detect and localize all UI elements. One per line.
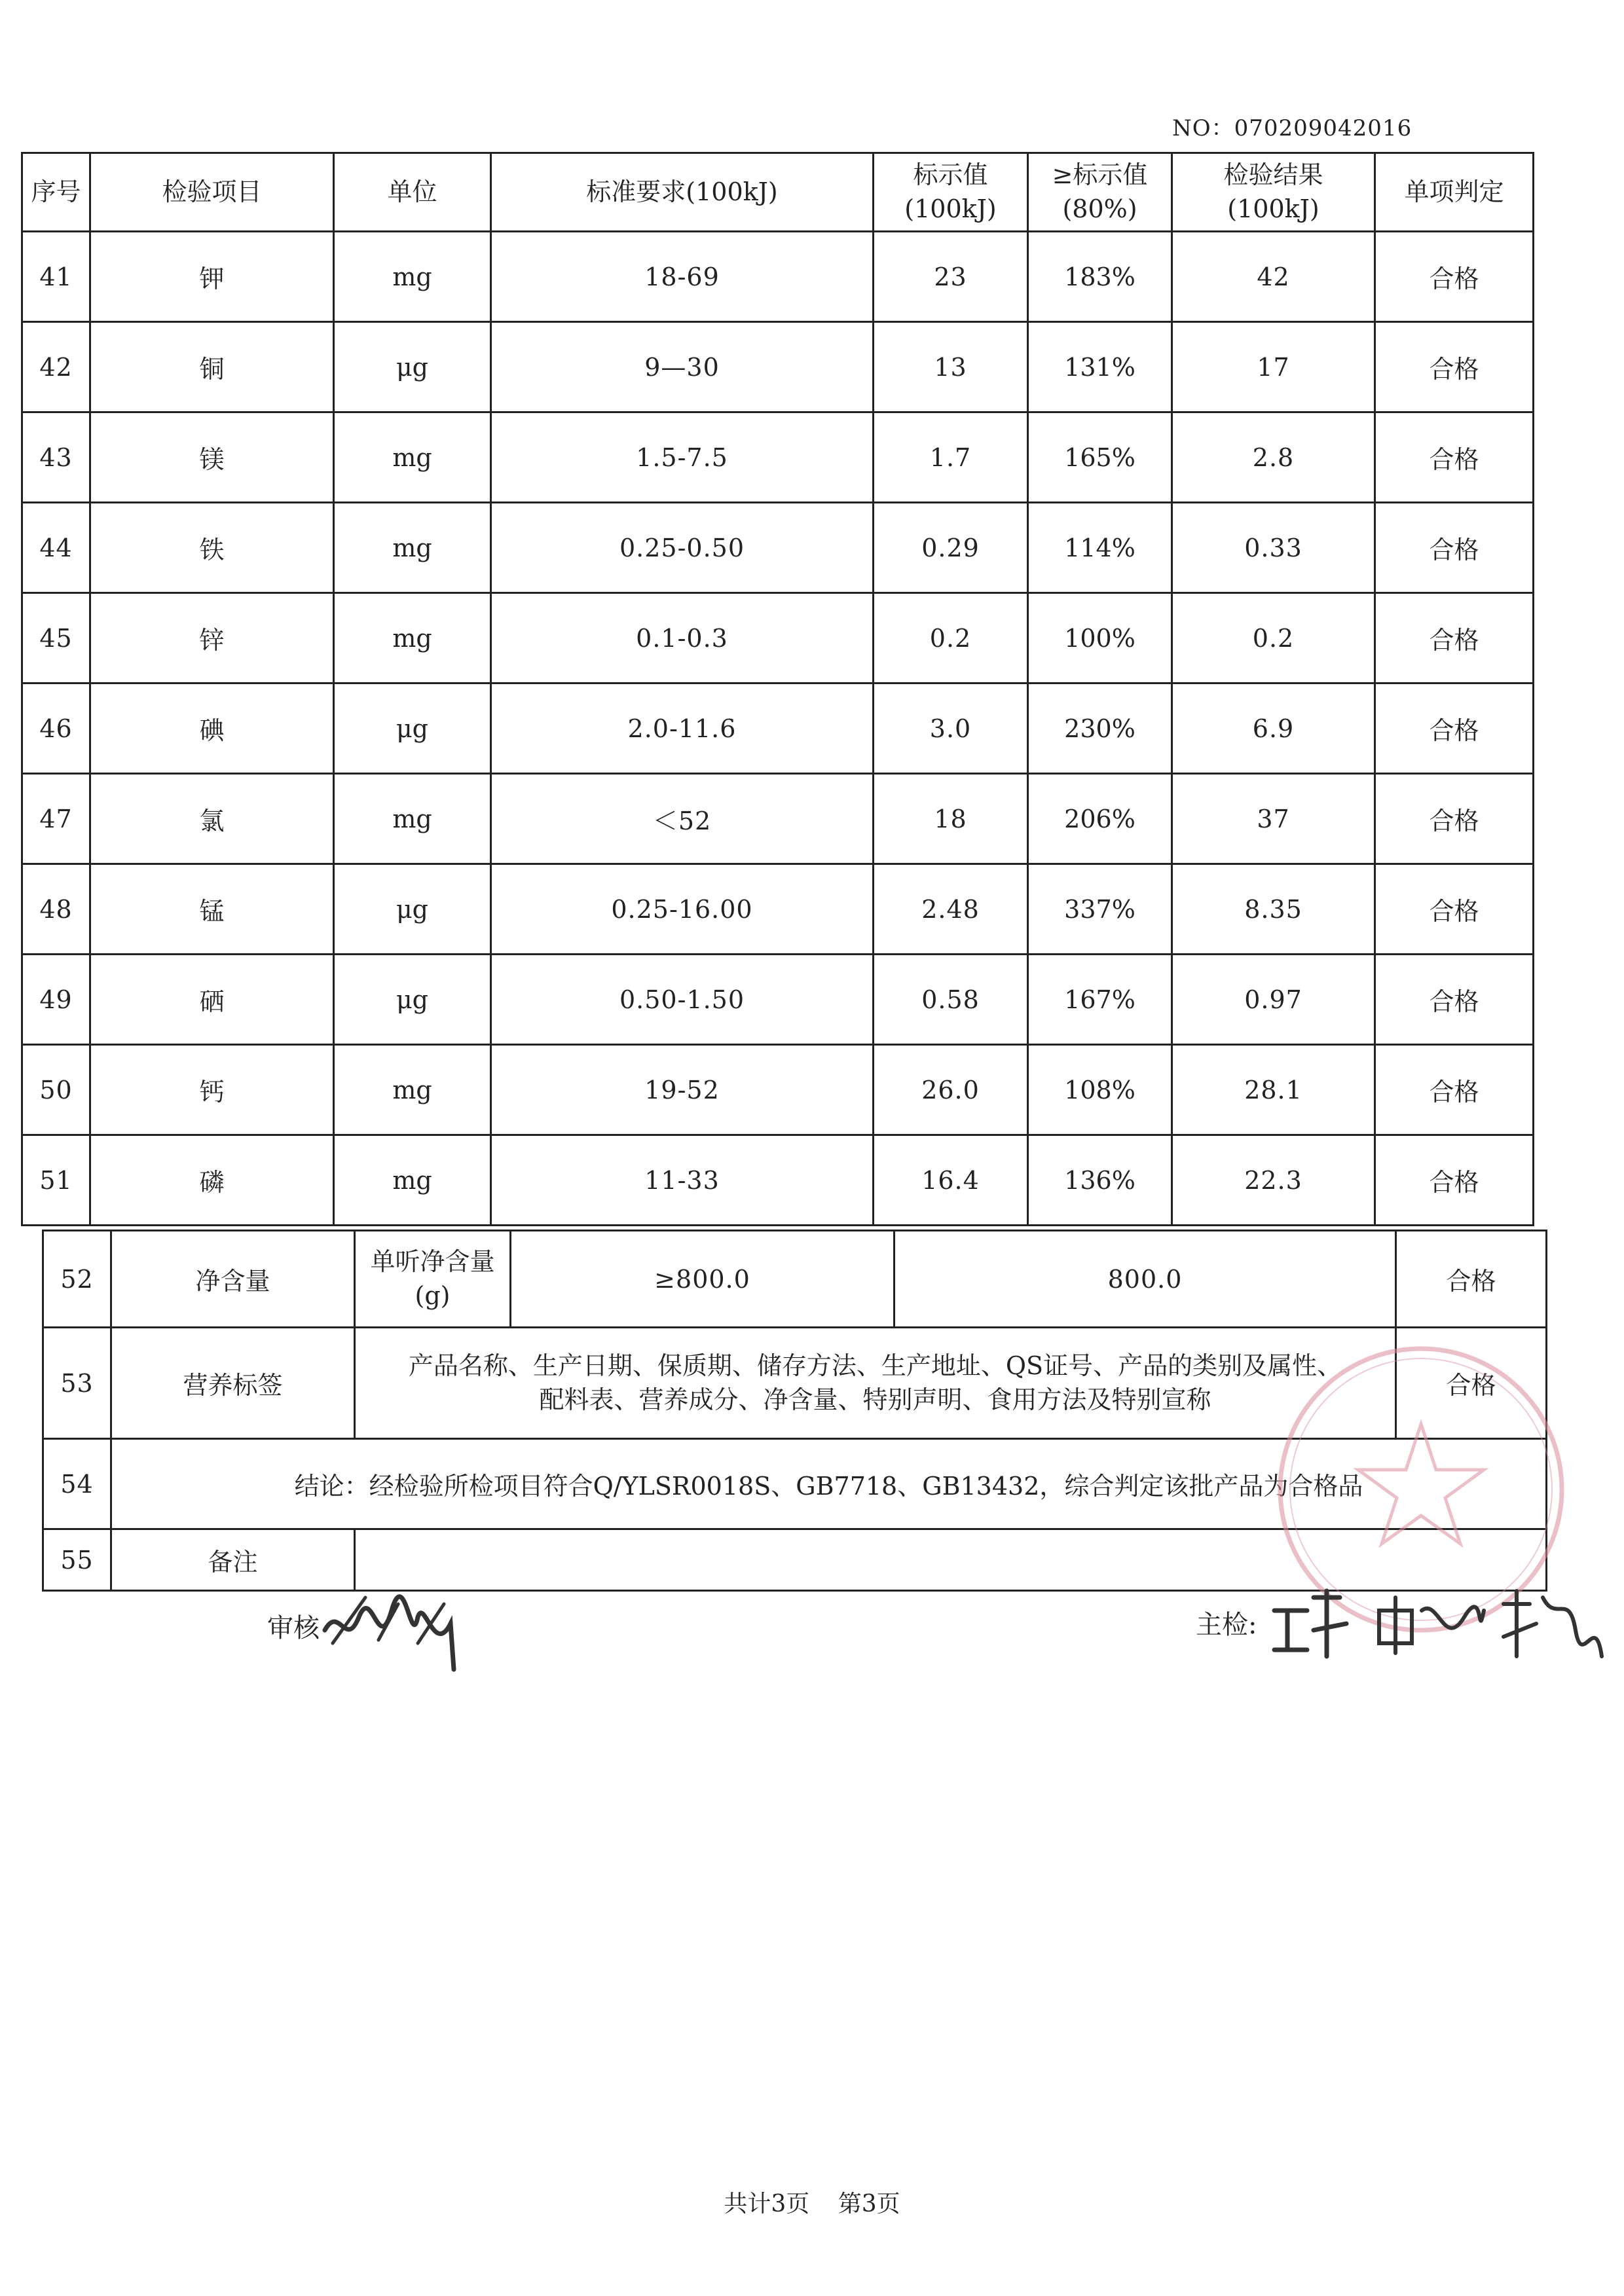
header-label-value: [874, 153, 1028, 232]
row-unit: mg: [334, 774, 491, 864]
row-seq: 46: [22, 683, 90, 774]
row-label-value: 23: [874, 232, 1028, 322]
table-row: [22, 232, 1534, 322]
row-standard: 11-33: [491, 1135, 874, 1226]
row-seq: 44: [22, 503, 90, 593]
header-label-value-line2: (100kJ): [904, 194, 997, 223]
row-item: 氯: [90, 774, 334, 864]
header-item: 检验项目: [90, 153, 334, 232]
row-unit: μg: [334, 683, 491, 774]
row-result: 22.3: [1172, 1135, 1375, 1226]
reviewer-label: 审核: [267, 1613, 320, 1643]
header-result-line2: (100kJ): [1227, 194, 1320, 223]
table-row: [22, 683, 1534, 774]
row-label-value: 0.29: [874, 503, 1028, 593]
row-item: 磷: [90, 1135, 334, 1226]
header-label-value-line1: 标示值: [913, 160, 988, 190]
row-ratio: 206%: [1028, 774, 1172, 864]
table-row: [22, 593, 1534, 683]
row-ratio: 167%: [1028, 955, 1172, 1045]
row-seq: 45: [22, 593, 90, 683]
header-judgement: 单项判定: [1375, 153, 1534, 232]
net-content-judge: 合格: [1396, 1231, 1547, 1328]
row-judgement: 合格: [1375, 503, 1534, 593]
row-label-value: 18: [874, 774, 1028, 864]
table-row: [22, 322, 1534, 412]
row-label-value: 1.7: [874, 412, 1028, 503]
row-seq: 51: [22, 1135, 90, 1226]
net-content-standard: ≥800.0: [511, 1231, 895, 1328]
nutrition-label-item: 营养标签: [111, 1328, 355, 1439]
nutrition-label-content-line1: 产品名称、生产日期、保质期、储存方法、生产地址、QS证号、产品的类别及属性、: [408, 1351, 1342, 1381]
header-ratio-line1: ≥标示值: [1052, 160, 1148, 190]
row-unit: mg: [334, 412, 491, 503]
nutrition-label-content-line2: 配料表、营养成分、净含量、特别声明、食用方法及特别宣称: [539, 1385, 1211, 1414]
row-judgement: 合格: [1375, 232, 1534, 322]
row-result: 0.97: [1172, 955, 1375, 1045]
row-judgement: 合格: [1375, 322, 1534, 412]
row-ratio: 230%: [1028, 683, 1172, 774]
row-label-value: 3.0: [874, 683, 1028, 774]
row-ratio: 337%: [1028, 864, 1172, 955]
row-standard: 18-69: [491, 232, 874, 322]
table-row: [22, 864, 1534, 955]
row-standard: 0.1-0.3: [491, 593, 874, 683]
row-result: 37: [1172, 774, 1375, 864]
header-unit: 单位: [334, 153, 491, 232]
row-seq: 50: [22, 1045, 90, 1135]
remarks-label: 备注: [111, 1529, 355, 1591]
row-unit: mg: [334, 503, 491, 593]
inspector-label: 主检:: [1196, 1610, 1257, 1640]
net-content-unit-line1: 单听净含量: [370, 1247, 495, 1277]
row-label-value: 26.0: [874, 1045, 1028, 1135]
net-content-unit: [355, 1231, 511, 1328]
page-footer: [0, 2185, 1624, 2219]
table-row: [22, 1045, 1534, 1135]
row-judgement: 合格: [1375, 864, 1534, 955]
remarks-seq: 55: [43, 1529, 111, 1591]
table-row: [22, 955, 1534, 1045]
row-seq: 42: [22, 322, 90, 412]
row-result: 28.1: [1172, 1045, 1375, 1135]
row-ratio: 165%: [1028, 412, 1172, 503]
row-result: 42: [1172, 232, 1375, 322]
nutrition-label-content: [355, 1328, 1396, 1439]
net-content-result: 800.0: [895, 1231, 1396, 1328]
conclusion-seq: 54: [43, 1439, 111, 1529]
row-unit: mg: [334, 593, 491, 683]
row-judgement: 合格: [1375, 1045, 1534, 1135]
row-judgement: 合格: [1375, 683, 1534, 774]
nutrition-label-judge: 合格: [1396, 1328, 1547, 1439]
row-item: 锌: [90, 593, 334, 683]
row-result: 2.8: [1172, 412, 1375, 503]
net-content-item: 净含量: [111, 1231, 355, 1328]
net-content-unit-line2: (g): [415, 1281, 451, 1310]
row-result: 8.35: [1172, 864, 1375, 955]
reviewer-signature: [320, 1578, 464, 1676]
row-item: 铜: [90, 322, 334, 412]
table-header-row: [22, 153, 1534, 232]
row-unit: mg: [334, 1135, 491, 1226]
row-seq: 43: [22, 412, 90, 503]
row-standard: 1.5-7.5: [491, 412, 874, 503]
row-judgement: 合格: [1375, 593, 1534, 683]
row-seq: 48: [22, 864, 90, 955]
header-ratio: [1028, 153, 1172, 232]
current-page: 第3页: [838, 2191, 900, 2217]
total-pages: 共计3页: [724, 2191, 810, 2217]
row-item: 碘: [90, 683, 334, 774]
row-standard: ＜52: [491, 774, 874, 864]
test-results-table: [21, 152, 1534, 1226]
row-result: 17: [1172, 322, 1375, 412]
row-standard: 9—30: [491, 322, 874, 412]
row-ratio: 100%: [1028, 593, 1172, 683]
row-standard: 0.25-0.50: [491, 503, 874, 593]
row-judgement: 合格: [1375, 955, 1534, 1045]
row-unit: mg: [334, 232, 491, 322]
row-label-value: 13: [874, 322, 1028, 412]
row-seq: 49: [22, 955, 90, 1045]
header-standard: 标准要求(100kJ): [491, 153, 874, 232]
row-judgement: 合格: [1375, 412, 1534, 503]
row-standard: 0.25-16.00: [491, 864, 874, 955]
row-unit: μg: [334, 955, 491, 1045]
row-item: 硒: [90, 955, 334, 1045]
row-unit: mg: [334, 1045, 491, 1135]
conclusion-text: 结论：经检验所检项目符合Q/YLSR0018S、GB7718、GB13432，综合判定该批产品为合格品: [111, 1439, 1547, 1529]
document-number: NO：070209042016: [1172, 115, 1412, 141]
table-row: [22, 1135, 1534, 1226]
row-ratio: 183%: [1028, 232, 1172, 322]
header-result-line1: 检验结果: [1223, 160, 1323, 190]
table-row: [22, 503, 1534, 593]
row-judgement: 合格: [1375, 774, 1534, 864]
net-content-seq: 52: [43, 1231, 111, 1328]
row-unit: μg: [334, 864, 491, 955]
row-standard: 2.0-11.6: [491, 683, 874, 774]
row-result: 6.9: [1172, 683, 1375, 774]
row-ratio: 114%: [1028, 503, 1172, 593]
row-result: 0.33: [1172, 503, 1375, 593]
row-standard: 0.50-1.50: [491, 955, 874, 1045]
row-result: 0.2: [1172, 593, 1375, 683]
nutrition-label-seq: 53: [43, 1328, 111, 1439]
row-label-value: 0.58: [874, 955, 1028, 1045]
row-item: 锰: [90, 864, 334, 955]
row-item: 钙: [90, 1045, 334, 1135]
row-label-value: 2.48: [874, 864, 1028, 955]
header-ratio-line2: (80%): [1062, 194, 1137, 223]
row-label-value: 0.2: [874, 593, 1028, 683]
inspector-signatures: [1268, 1571, 1608, 1669]
net-content-row: [43, 1231, 1547, 1328]
row-ratio: 131%: [1028, 322, 1172, 412]
row-item: 钾: [90, 232, 334, 322]
row-seq: 47: [22, 774, 90, 864]
header-seq: 序号: [22, 153, 90, 232]
row-unit: μg: [334, 322, 491, 412]
row-seq: 41: [22, 232, 90, 322]
row-ratio: 136%: [1028, 1135, 1172, 1226]
table-row: [22, 774, 1534, 864]
row-item: 镁: [90, 412, 334, 503]
header-result: [1172, 153, 1375, 232]
row-item: 铁: [90, 503, 334, 593]
row-judgement: 合格: [1375, 1135, 1534, 1226]
table-row: [22, 412, 1534, 503]
row-ratio: 108%: [1028, 1045, 1172, 1135]
row-standard: 19-52: [491, 1045, 874, 1135]
row-label-value: 16.4: [874, 1135, 1028, 1226]
